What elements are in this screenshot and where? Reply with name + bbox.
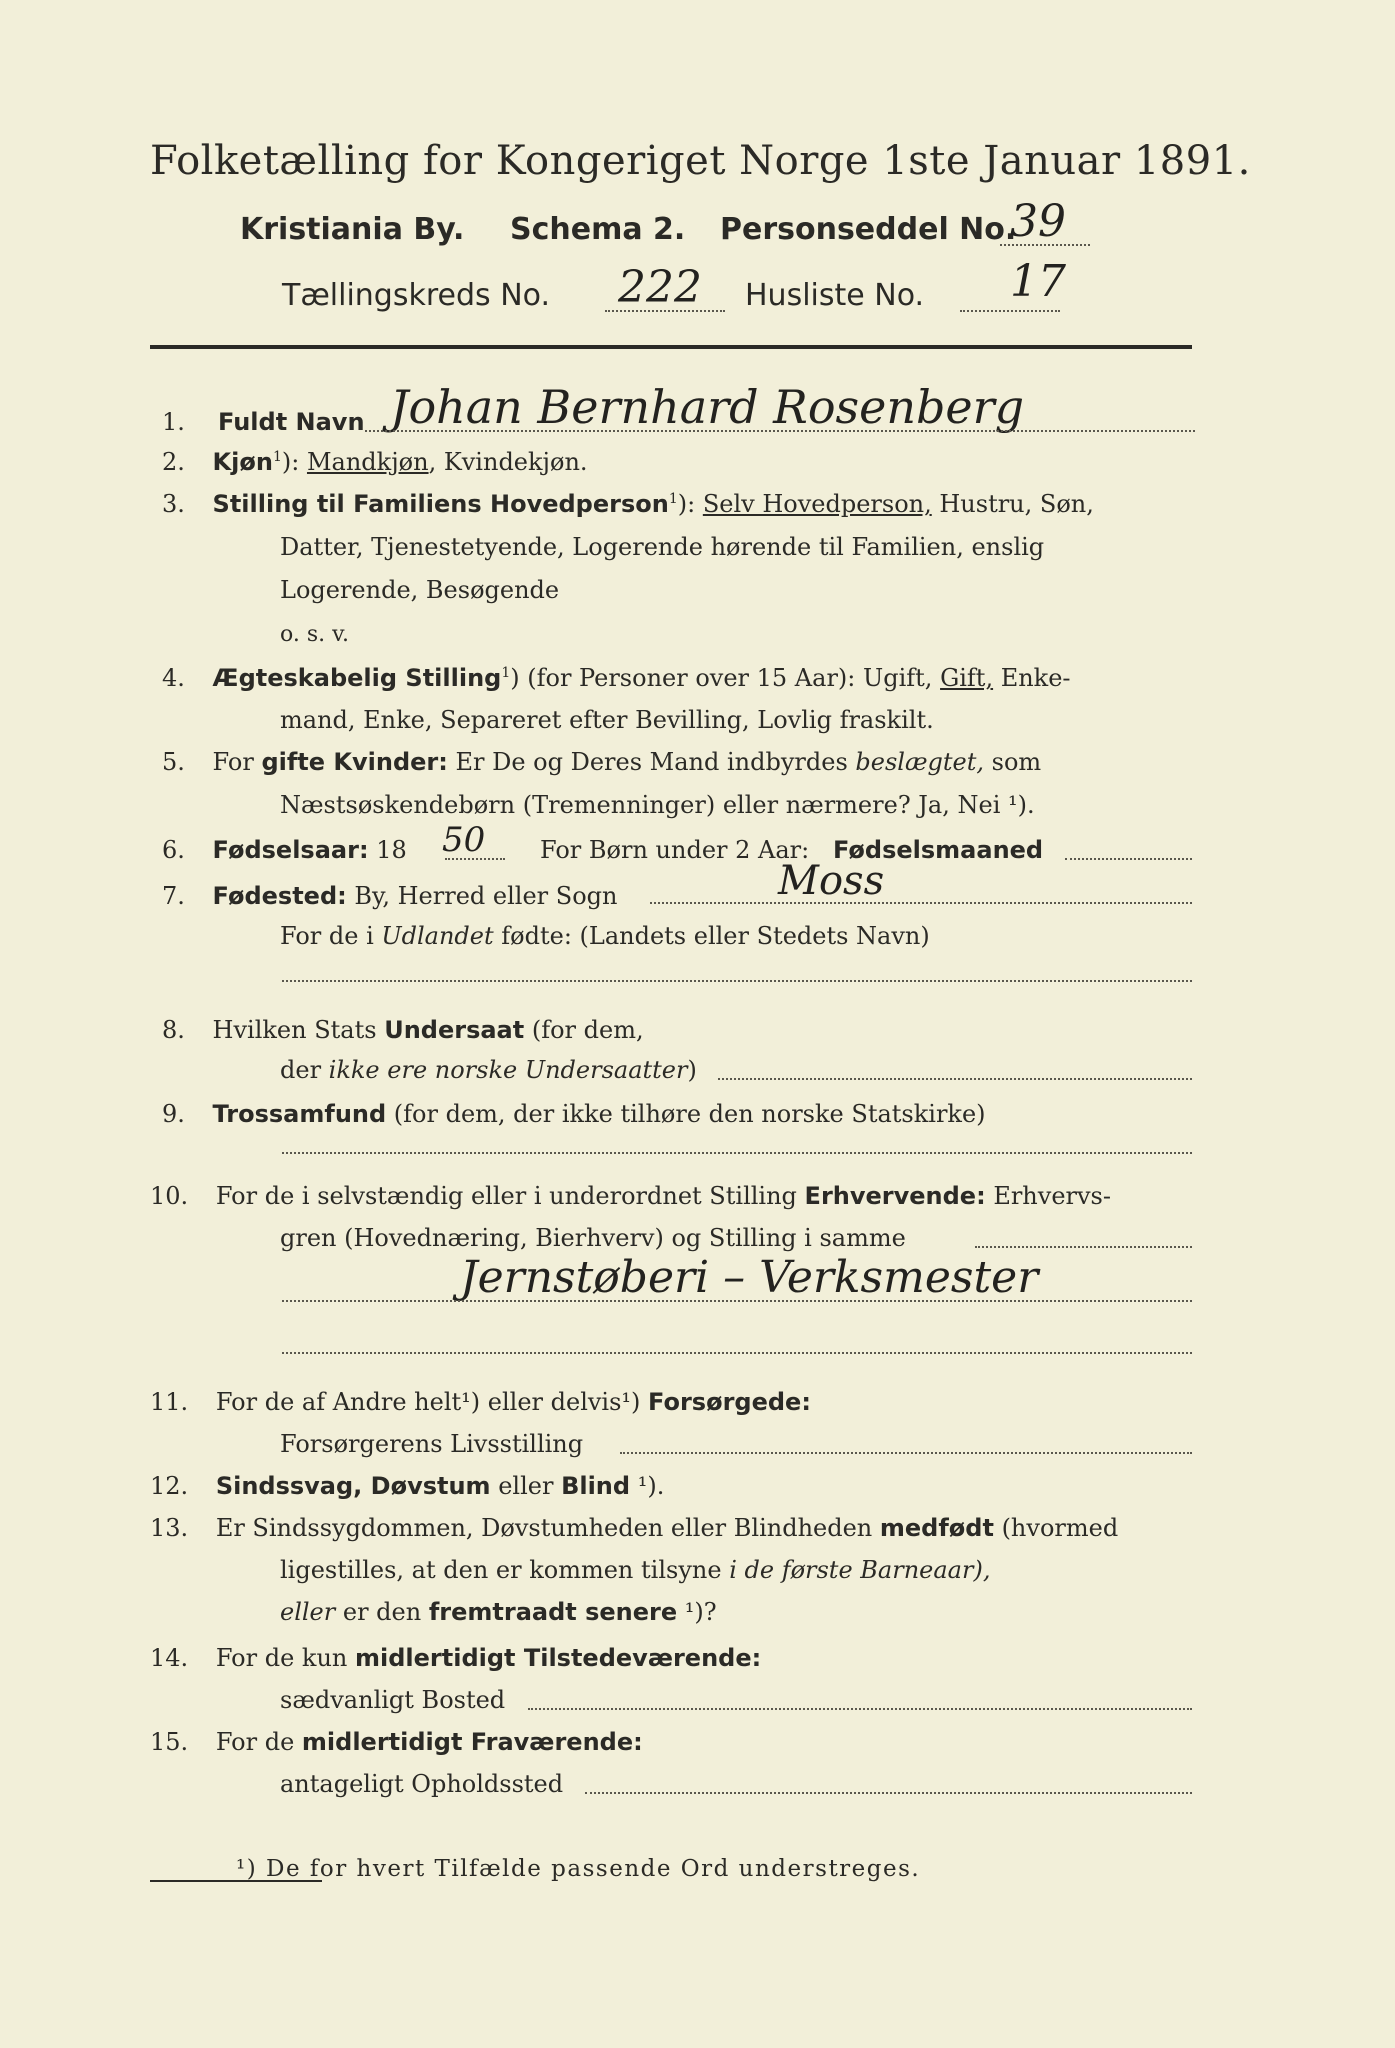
item-5-beslaegtet: beslægtet, xyxy=(855,748,985,776)
item-4-sup: 1 xyxy=(501,665,511,681)
husliste-label: Husliste No. xyxy=(745,278,925,313)
item-3-selv: Selv Hovedperson, xyxy=(702,490,932,518)
item-3-sup: 1 xyxy=(668,491,678,507)
item-15-label: midlertidigt Fraværende: xyxy=(301,1728,643,1756)
item-8-dotline xyxy=(718,1078,1192,1080)
item-12-text-b: ¹). xyxy=(630,1472,665,1500)
item-4-label: Ægteskabelig Stilling xyxy=(212,664,502,692)
item-8-line2-b: ) xyxy=(687,1056,697,1084)
item-9-rest: (for dem, der ikke tilhøre den norske Statskirke) xyxy=(386,1100,986,1128)
item-6-dotline xyxy=(1065,858,1192,860)
item-8-line2 xyxy=(280,1056,697,1084)
item-13-line3-b: ¹)? xyxy=(677,1598,717,1626)
item-10-dotline2 xyxy=(282,1300,1192,1302)
item-14-label: midlertidigt Tilstedeværende: xyxy=(354,1644,762,1672)
item-1-dotline xyxy=(365,430,1195,432)
personseddel-label: Personseddel No. xyxy=(720,212,1017,247)
item-14-line2: sædvanligt Bosted xyxy=(280,1686,506,1714)
form-title: Folketælling for Kongeriget Norge 1ste Januar 1891. xyxy=(150,138,1251,184)
item-7-number: 7. xyxy=(162,882,185,910)
item-2-number: 2. xyxy=(162,448,185,476)
item-12-label: Sindssvag, Døvstum xyxy=(215,1472,491,1500)
item-12-number: 12. xyxy=(150,1472,189,1500)
item-9-dotline xyxy=(282,1152,1192,1154)
item-8-text-a: Hvilken Stats xyxy=(212,1016,385,1044)
item-1-number: 1. xyxy=(162,408,185,436)
item-7-line2 xyxy=(280,922,930,950)
item-11-number: 11. xyxy=(150,1388,189,1416)
item-6-year-dotline xyxy=(445,858,505,860)
item-4-number: 4. xyxy=(162,664,185,692)
item-10-line1 xyxy=(150,1182,1111,1210)
item-14-line1 xyxy=(150,1644,761,1672)
taellingskreds-number: 222 xyxy=(618,262,702,313)
item-1-value: Johan Bernhard Rosenberg xyxy=(390,380,1025,434)
item-15-line2: antageligt Opholdssted xyxy=(280,1770,564,1798)
item-13-label: medfødt xyxy=(879,1514,994,1542)
item-10-dotline1 xyxy=(975,1246,1192,1248)
item-3-number: 3. xyxy=(162,490,185,518)
item-11-line2: Forsørgerens Livsstilling xyxy=(280,1430,584,1458)
item-4-line2: mand, Enke, Separeret efter Bevilling, Lovlig fraskilt. xyxy=(280,706,934,734)
item-3-label: Stilling til Familiens Hovedperson xyxy=(212,490,669,518)
item-3-rest-b: Hustru, Søn, xyxy=(931,490,1094,518)
item-3-line1 xyxy=(162,490,1094,518)
item-5-line1 xyxy=(162,748,1041,776)
item-2-sup: 1 xyxy=(272,449,282,465)
personseddel-number: 39 xyxy=(1010,196,1066,247)
item-5-label-a: For xyxy=(212,748,262,776)
schema-label: Schema 2. xyxy=(510,212,686,247)
item-13-line2-i: i de første Barneaar), xyxy=(729,1556,991,1584)
item-10-label: Erhvervende: xyxy=(804,1182,986,1210)
footnote: ¹) De for hvert Tilfælde passende Ord understreges. xyxy=(236,1856,921,1882)
item-7-line2-b: fødte: (Landets eller Stedets Navn) xyxy=(493,922,930,950)
item-12-text-a: eller xyxy=(490,1472,562,1500)
item-4-rest-a: ) (for Personer over 15 Aar): Ugift, xyxy=(510,664,941,692)
item-7-dotline2 xyxy=(282,980,1192,982)
item-13-number: 13. xyxy=(150,1514,189,1542)
header-rule xyxy=(150,345,1192,349)
city-label: Kristiania By. xyxy=(240,212,465,247)
item-9-label: Trossamfund xyxy=(212,1100,387,1128)
item-13-line1 xyxy=(150,1514,1118,1542)
item-7-line2-a: For de i xyxy=(280,922,382,950)
item-8-text-b: (for dem, xyxy=(524,1016,644,1044)
item-5-rest-b: som xyxy=(984,748,1042,776)
item-2-rest-a: ): xyxy=(281,448,300,476)
item-10-line2: gren (Hovednæring, Bierhverv) og Stilling i samme xyxy=(280,1224,906,1252)
item-4-line1 xyxy=(162,664,1071,692)
item-15-number: 15. xyxy=(150,1728,189,1756)
item-13-line3-a: er den xyxy=(335,1598,429,1626)
husliste-dotline xyxy=(960,310,1060,312)
item-7-udlandet: Udlandet xyxy=(381,922,494,950)
item-1-label: Fuldt Navn xyxy=(218,408,365,436)
item-13-line2-a: ligestilles, at den er kommen tilsyne xyxy=(280,1556,730,1584)
item-5-line2: Næstsøskendebørn (Tremenninger) eller nærmere? Ja, Nei ¹). xyxy=(280,791,1035,819)
item-6-year-value: 50 xyxy=(442,820,486,860)
item-15-dotline xyxy=(585,1792,1192,1794)
item-10-value: Jernstøberi – Verksmester xyxy=(460,1252,1039,1303)
item-8-label: Undersaat xyxy=(384,1016,525,1044)
item-6-number: 6. xyxy=(162,836,185,864)
item-10-text-a: For de i selvstændig eller i underordnet Stilling xyxy=(215,1182,805,1210)
item-6-label2: Fødselsmaaned xyxy=(833,836,1044,864)
item-3-line4: o. s. v. xyxy=(280,622,349,647)
item-10-text-b: Erhvervs- xyxy=(985,1182,1111,1210)
item-6-year-prefix: 18 xyxy=(376,836,407,864)
item-14-number: 14. xyxy=(150,1644,189,1672)
item-13-line3-i: eller xyxy=(280,1598,336,1626)
item-8-line2-a: der xyxy=(280,1056,329,1084)
item-5-label: gifte Kvinder: xyxy=(261,748,448,776)
taellingskreds-label: Tællingskreds No. xyxy=(282,278,550,313)
item-8-line1 xyxy=(162,1016,644,1044)
item-5-rest-a: Er De og Deres Mand indbyrdes xyxy=(447,748,856,776)
item-8-line2-i: ikke ere norske Undersaatter xyxy=(328,1056,688,1084)
item-6-line xyxy=(162,836,407,864)
item-14-dotline xyxy=(528,1708,1192,1710)
personseddel-dotline xyxy=(1000,244,1090,246)
item-7-dotline xyxy=(650,902,1192,904)
item-2-line xyxy=(162,448,588,476)
item-2-mandkjon: Mandkjøn xyxy=(306,448,429,476)
item-13-text-b: (hvormed xyxy=(993,1514,1119,1542)
item-5-number: 5. xyxy=(162,748,185,776)
item-11-dotline xyxy=(620,1452,1192,1454)
item-4-gift: Gift, xyxy=(940,664,994,692)
item-2-rest-b: , Kvindekjøn. xyxy=(428,448,588,476)
item-6-label: Fødselsaar: xyxy=(212,836,369,864)
husliste-number: 17 xyxy=(1010,256,1066,307)
item-10-dotline3 xyxy=(282,1352,1192,1354)
item-8-number: 8. xyxy=(162,1016,185,1044)
item-4-rest-b: Enke- xyxy=(993,664,1071,692)
item-12-line xyxy=(150,1472,664,1500)
item-9-number: 9. xyxy=(162,1100,185,1128)
item-11-line1 xyxy=(150,1388,811,1416)
item-9-line xyxy=(162,1100,986,1128)
item-7-value: Moss xyxy=(778,858,885,904)
item-6-under2: For Børn under 2 Aar: xyxy=(540,836,810,864)
item-13-text-a: Er Sindssygdommen, Døvstumheden eller Blindheden xyxy=(215,1514,880,1542)
item-3-line2: Datter, Tjenestetyende, Logerende hørende til Familien, enslig xyxy=(280,533,1045,561)
item-2-label: Kjøn xyxy=(212,448,273,476)
item-11-text-a: For de af Andre helt¹) eller delvis¹) xyxy=(215,1388,649,1416)
item-7-rest: By, Herred eller Sogn xyxy=(346,882,618,910)
item-14-text-a: For de kun xyxy=(215,1644,355,1672)
item-3-rest-a: ): xyxy=(677,490,703,518)
item-10-number: 10. xyxy=(150,1182,189,1210)
item-3-line3: Logerende, Besøgende xyxy=(280,576,560,604)
item-13-label2: fremtraadt senere xyxy=(428,1598,678,1626)
item-15-line1 xyxy=(150,1728,643,1756)
item-7-label: Fødested: xyxy=(212,882,347,910)
item-13-line2 xyxy=(280,1556,990,1584)
item-12-label2: Blind xyxy=(561,1472,631,1500)
item-13-line3 xyxy=(280,1598,717,1626)
item-11-label: Forsørgede: xyxy=(648,1388,811,1416)
taellingskreds-dotline xyxy=(605,310,725,312)
item-15-text-a: For de xyxy=(215,1728,302,1756)
item-7-line1 xyxy=(162,882,617,910)
